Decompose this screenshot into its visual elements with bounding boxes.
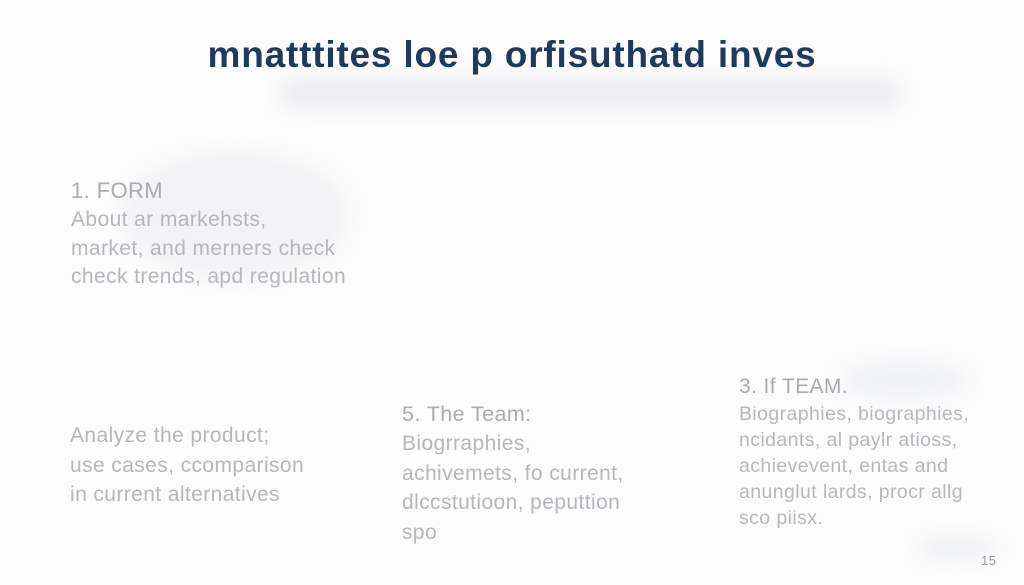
section-team-heading: 5. The Team: (402, 402, 532, 426)
section-if-team-line: sco piisx. (739, 507, 824, 529)
page-number: 15 (981, 553, 997, 568)
section-team-line: spo (402, 520, 438, 544)
section-form-line: About ar markehsts, (71, 208, 267, 231)
slide-title: mnatttites loe p orfisuthatd inves (207, 34, 817, 75)
section-if-team-line: Biographies, biographies, (739, 403, 970, 425)
section-form-line: check trends, apd regulation (71, 265, 347, 288)
section-team-line: achivemets, fo current, (402, 461, 624, 485)
title-shadow-smudge (280, 80, 900, 106)
section-if-team-line: ncidants, al paylr atioss, (739, 429, 958, 451)
section-analyze-line: in current alternatives (70, 483, 280, 506)
section-the-team (402, 399, 624, 547)
section-form-line: market, and merners check (71, 236, 336, 260)
section-form (71, 176, 346, 292)
section-if-team-heading: 3. If TEAM. (739, 375, 849, 398)
section-team-line: Biogrraphies, (402, 432, 531, 455)
section-if-team-line: anunglut lards, procr allg (739, 481, 963, 503)
section-team-line: dlccstutioon, peputtion (402, 491, 621, 514)
section-if-team-line: achievevent, entas and (739, 455, 949, 477)
section-analyze-line: Analyze the product; (70, 424, 270, 447)
section-if-team (739, 372, 969, 531)
section-analyze-product (70, 421, 304, 510)
section-analyze-line: use cases, ccomparison (70, 453, 305, 477)
section-form-heading: 1. FORM (71, 178, 164, 203)
